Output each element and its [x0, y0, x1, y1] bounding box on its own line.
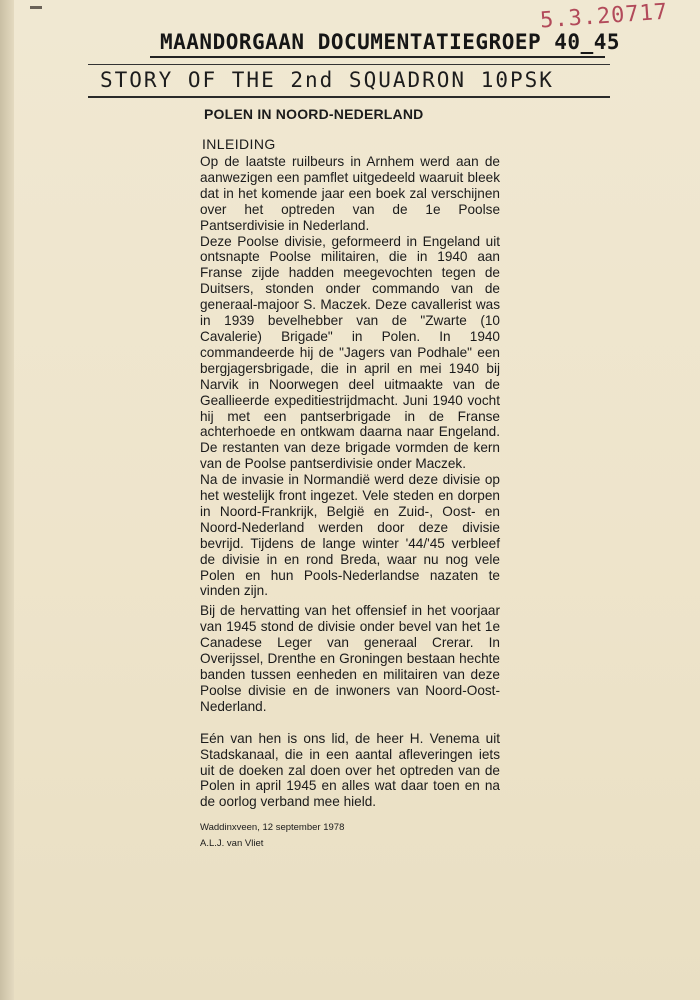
- page-spine-shadow: [0, 0, 14, 1000]
- article: [200, 106, 500, 852]
- signature-block: [200, 820, 500, 852]
- masthead-underline: [150, 56, 605, 58]
- article-title: POLEN IN NOORD-NEDERLAND: [204, 106, 424, 122]
- archive-number: 5.3.20717: [539, 0, 669, 34]
- paragraph-venema: Eén van hen is ons lid, de heer H. Venema uit Stadskanaal, die in een aantal afleveringen iets uit de doeken zal doen over het optreden van de Polen in april 1945 en alles wat daar toen en na de oorlog verband mee hield.: [200, 730, 500, 810]
- title-box-top-rule: [88, 64, 610, 65]
- story-title: STORY OF THE 2nd SQUADRON 10PSK: [100, 68, 554, 92]
- story-title-underline: [88, 96, 610, 98]
- signature-name: A.L.J. van Vliet: [200, 838, 264, 850]
- signature-place-date: Waddinxveen, 12 september 1978: [200, 822, 345, 834]
- section-heading: INLEIDING: [202, 136, 276, 152]
- paragraph-normandy: Na de invasie in Normandië werd deze divisie op het westelijk front ingezet. Vele steden en dorpen in Noord-Frankrijk, België en Zuid-, Oost- en Noord-Nederland werden door deze divisie bevrijd. Tijdens de lange winter '44/'45 verbleef de divisie in en rond Breda, waar nu nog vele Polen en hun Pools-Nederlandse nazaten te vinden zijn.: [200, 472, 500, 599]
- masthead: MAANDORGAAN DOCUMENTATIEGROEP 40_45: [160, 30, 621, 54]
- corner-mark: [30, 6, 42, 9]
- paragraph-offensive: Bij de hervatting van het offensief in het voorjaar van 1945 stond de divisie onder bevel van het 1e Canadese Leger van generaal Crerar. In Overijssel, Drenthe en Groningen bestaan hechte banden tussen eenheden en militairen van deze Poolse divisie en de inwoners van Noord-Oost-Nederland.: [200, 603, 500, 714]
- paragraph-division: Deze Poolse divisie, geformeerd in Engeland uit ontsnapte Poolse militairen, die in 1940 aan Franse zijde hadden meegevochten tegen de Duitsers, stonden onder commando van de generaal-majoor S. Maczek. Deze cavallerist was in 1939 bevelhebber van de "Zwarte (10 Cavalerie) Brigade" in Polen. In 1940 commandeerde hij de "Jagers van Podhale" een bergjagersbrigade, die in april en mei 1940 bij Narvik in Noorwegen deel uitmaakte van de Geallieerde expeditiestrijdmacht. Juni 1940 vocht hij met een pantserbrigade in de Franse achterhoede en ontkwam daarna naar Engeland. De restanten van deze brigade vormden de kern van de Poolse pantserdivisie onder Maczek.: [200, 233, 500, 472]
- paragraph-intro: Op de laatste ruilbeurs in Arnhem werd aan de aanwezigen een pamflet uitgedeeld waaruit bleek dat in het komende jaar een boek zal verschijnen over het optreden van de 1e Poolse Pantserdivisie in Nederland.: [200, 154, 500, 233]
